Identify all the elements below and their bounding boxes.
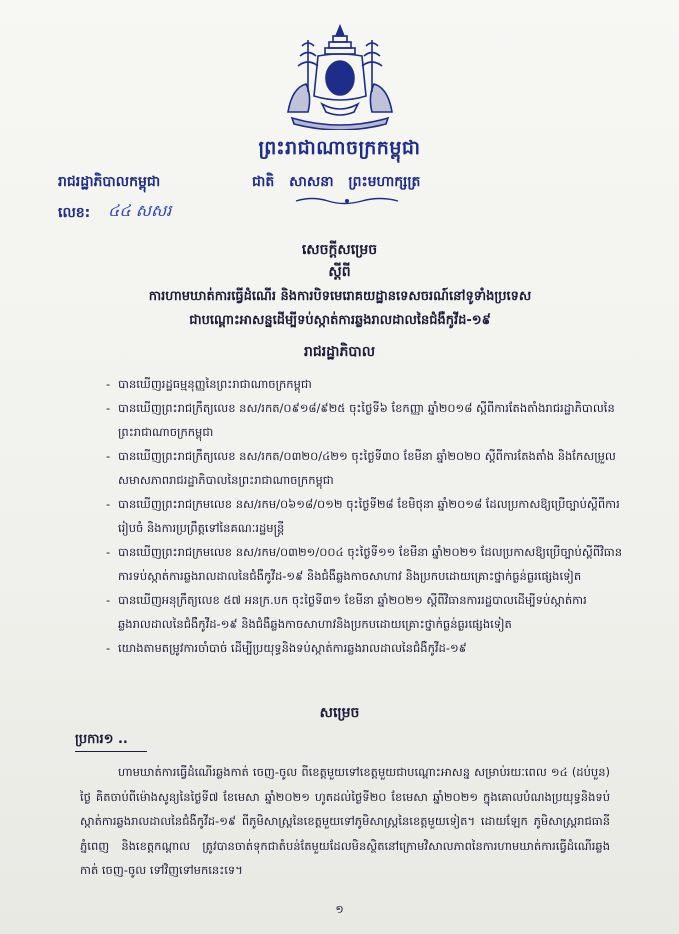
document-number-label: លេខ: [58,205,91,221]
list-item: - បានឃើញព្រះរាជក្រមលេខ នស/រកម/០៣២១/០០៤ ចុះថ្ងៃទី១១ ខែមីនា ឆ្នាំ២០២១ ដែលប្រកាសឱ្យប្រើច្បាប់ស្តីពីវិធានការទប់ស្កាត់ការឆ្លងរាលដាលនៃជំងឺកូវីដ-១៩ និងជំងឺឆ្លងកាចសាហាវ និងប្រកបដោយគ្រោះថ្នាក់ធ្ងន់ធ្ងរផ្សេងទៀត [106,540,626,588]
government-name: រាជរដ្ឋាភិបាលកម្ពុជា [58,174,161,190]
considerations-list [106,372,626,660]
ornament-divider-icon [292,196,402,206]
document-about: ស្តីពី [328,264,351,280]
page-number: ១ [335,903,344,916]
royal-coat-of-arms-icon [278,22,402,130]
list-item: - បានឃើញរដ្ឋធម្មនុញ្ញនៃព្រះរាជាណាចក្រកម្ពុជា [106,372,626,396]
list-item: - បានឃើញព្រះរាជក្រមលេខ នស/រកម/០៦១៨/០១២ ចុះថ្ងៃទី២៨ ខែមិថុនា ឆ្នាំ២០១៨ ដែលប្រកាសឱ្យប្រើច្បាប់ស្តីពីការរៀបចំ និងការប្រព្រឹត្តទៅនៃគណៈរដ្ឋមន្ត្រី [106,492,626,540]
document-subject [60,285,620,333]
kingdom-title: ព្រះរាជាណាចក្រកម្ពុជា [258,137,421,159]
decision-heading: សម្រេច [319,705,360,721]
article-1-label: ប្រការ១ .. [75,732,128,747]
article-1-text: ហាមឃាត់ការធ្វើដំណើរឆ្លងកាត់ ចេញ-ចូល ពីខេត្តមួយទៅខេត្តមួយជាបណ្តោះអាសន្ន សម្រាប់រយៈពេល ១៤ (ដប់បួន) ថ្ងៃ គិតចាប់ពីម៉ោងសូន្យនៃថ្ងៃទី៧ ខែមេសា ឆ្នាំ២០២១ ហូតដល់ថ្ងៃទី២០ ខែមេសា ឆ្នាំ២០២១ ក្នុងគោលបំណងប្រយុទ្ធនិងទប់ស្កាត់ការឆ្លងរាលដាលនៃជំងឺកូវីដ-១៩ ពីភូមិសាស្ត្រនៃខេត្តមួយទៅភូមិសាស្ត្រនៃខេត្តមួយទៀត។ ដោយឡែក ភូមិសាស្ត្ររាជធានីភ្នំពេញ និងខេត្តកណ្តាល ត្រូវបានចាត់ទុកជាតំបន់តែមួយដែលមិនស្ថិតនៅក្រោមវិសាលភាពនៃការហាមឃាត់ការធ្វើដំណើរឆ្លងកាត់ ចេញ-ចូល ទៅវិញទៅមកនេះទេ។ [80,765,610,877]
list-item: - បានឃើញព្រះរាជក្រឹត្យលេខ នស/រកត/០៩១៨/៩២៥ ចុះថ្ងៃទី៦ ខែកញ្ញា ឆ្នាំ២០១៨ ស្តីពីការតែងតាំងរាជរដ្ឋាភិបាលនៃព្រះរាជាណាចក្រកម្ពុជា [106,396,626,444]
subject-line-2: ជាបណ្តោះអាសន្នដើម្បីទប់ស្កាត់ការឆ្លងរាលដាលនៃជំងឺកូវីដ-១៩ [189,313,491,328]
issuer-heading: រាជរដ្ឋាភិបាល [303,344,376,360]
list-item: - យោងតាមតម្រូវការចាំបាច់ ដើម្បីប្រយុទ្ធនិងទប់ស្កាត់ការឆ្លងរាលដាលនៃជំងឺកូវីដ-១៩ [106,636,626,660]
subject-line-1: ការហាមឃាត់ការធ្វើដំណើរ និងការបិទមេរោគយដ្ឋានទេសចរណ៍នៅទូទាំងប្រទេស [148,289,532,304]
list-item: - បានឃើញព្រះរាជក្រឹត្យលេខ នស/រកត/០៣២០/៤២១ ចុះថ្ងៃទី៣០ ខែមីនា ឆ្នាំ២០២០ ស្តីពីការតែងតាំង និងកែសម្រួលសមាសភាពរាជរដ្ឋាភិបាលនៃព្រះរាជាណាចក្រកម្ពុជា [106,444,626,492]
document-number-value: ៤៤ សសរ [108,201,172,220]
list-item: - បានឃើញអនុក្រឹត្យលេខ ៥៧ អនក្រ.បក ចុះថ្ងៃទី៣១ ខែមីនា ឆ្នាំ២០២១ ស្តីពីវិធានការរដ្ឋបាលដើម្បីទប់ស្កាត់ការឆ្លងរាលដាលនៃជំងឺកូវីដ-១៩ និងជំងឺឆ្លងកាចសាហាវនិងប្រកបដោយគ្រោះថ្នាក់ធ្ងន់ធ្ងរផ្សេងទៀត [106,588,626,636]
article-underline [75,751,147,752]
national-motto: ជាតិ សាសនា ព្រះមហាក្សត្រ [252,174,421,190]
document-type: សេចក្តីសម្រេច [301,242,378,258]
